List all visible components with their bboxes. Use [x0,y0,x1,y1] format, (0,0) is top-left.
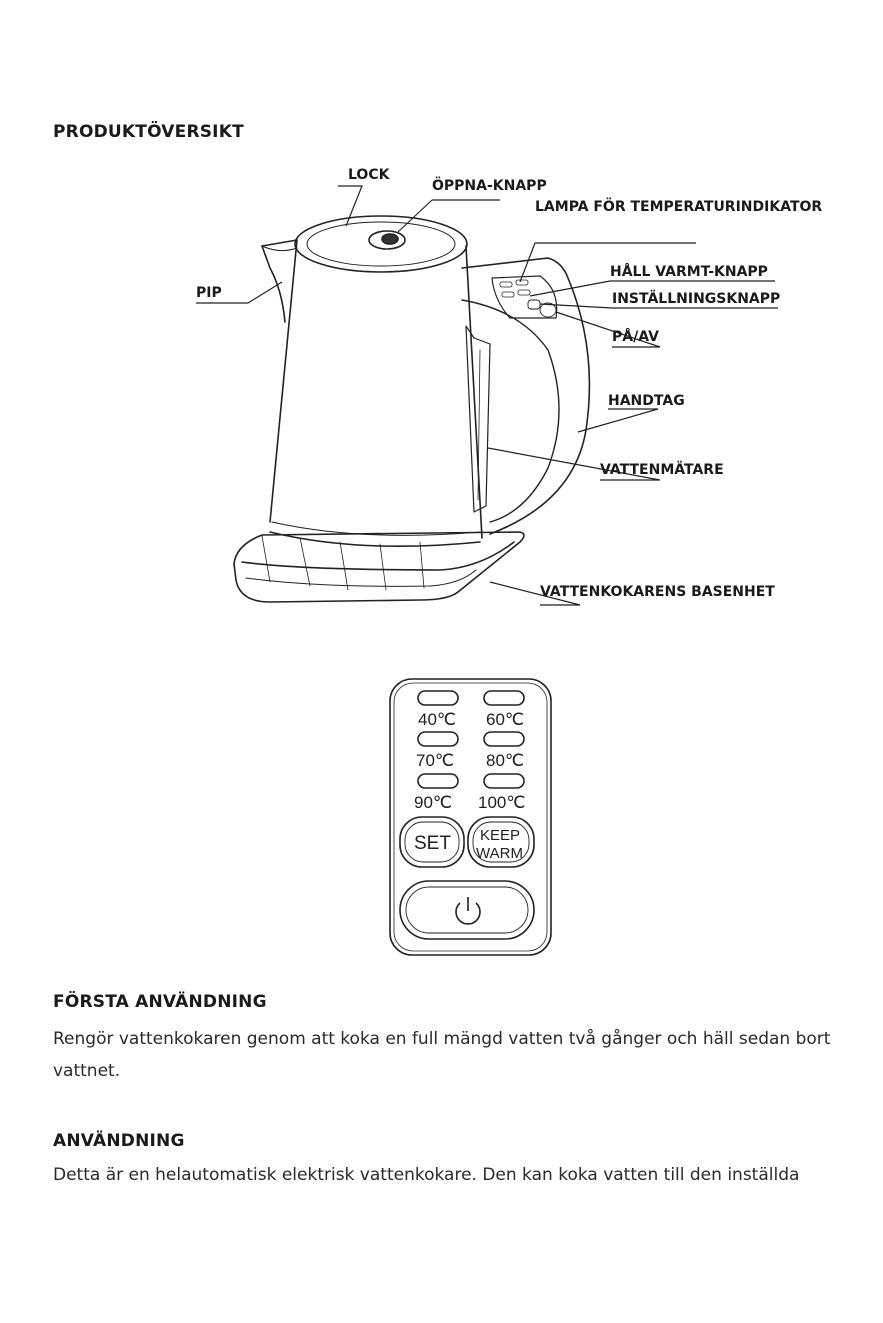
control-panel-diagram [388,677,553,957]
label-lid: LOCK [348,167,390,183]
kettle-diagram [0,150,883,640]
lamp-40-shape [418,691,458,705]
label-spout: PIP [196,285,222,301]
usage-text: Detta är en helautomatisk elektrisk vattenkokare. Den kan koka vatten till den inställda [53,1165,800,1185]
label-open-button: ÖPPNA-KNAPP [432,178,547,194]
temp-70: 70℃ [416,751,455,770]
keep-label-line2: WARM [476,845,523,862]
label-temp-lamp: LAMPA FÖR TEMPERATURINDIKATOR [535,199,823,215]
label-water-gauge: VATTENMÄTARE [600,462,724,478]
lamp-70-shape [418,732,458,746]
lamp-60-shape [484,691,524,705]
first-use-text: Rengör vattenkokaren genom att koka en full mängd vatten två gånger och häll sedan bort vattnet. [53,1029,831,1081]
usage-heading: ANVÄNDNING [53,1131,185,1151]
label-set-button: INSTÄLLNINGSKNAPP [612,291,781,307]
set-label: SET [414,833,451,854]
label-base: VATTENKOKARENS BASENHET [540,584,775,600]
overview-heading: PRODUKTÖVERSIKT [53,122,244,142]
temp-40: 40℃ [418,710,457,729]
panel-outline [390,679,551,955]
temp-60: 60℃ [486,710,525,729]
leader-handle [578,409,658,432]
power-button-shape [400,881,534,939]
kettle-lid [295,216,467,272]
label-handle: HANDTAG [608,393,685,409]
kettle-body [270,240,482,538]
leader-lid [338,186,362,226]
lamp-90-shape [418,774,458,788]
temp-90: 90℃ [414,793,453,812]
lamp-80-shape [484,732,524,746]
first-use-heading: FÖRSTA ANVÄNDNING [53,992,267,1012]
label-keep-warm-button: HÅLL VARMT-KNAPP [610,264,768,280]
lamp-100-shape [484,774,524,788]
temp-80: 80℃ [486,751,525,770]
kettle-spout [262,240,297,322]
label-power: PÅ/AV [612,329,659,345]
keep-label-line1: KEEP [480,827,521,844]
temp-100: 100℃ [478,793,526,812]
kettle-handle [462,258,589,534]
